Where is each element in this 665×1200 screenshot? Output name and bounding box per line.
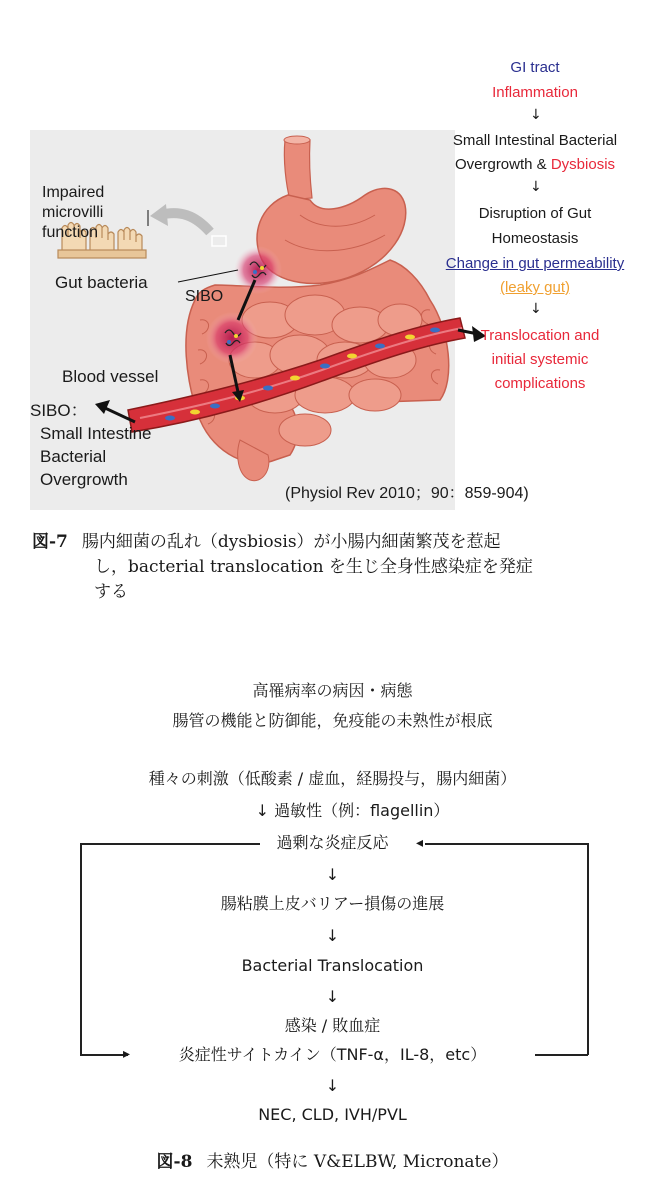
loop-left-top [80, 843, 260, 845]
sibo-hotspot-lower [206, 312, 258, 364]
fig8-arrow-3: ↓ [325, 926, 340, 945]
figure7-caption-line1: 腸内細菌の乱れ（dysbiosis）が小腸内細菌繁茂を惹起 [81, 532, 501, 552]
fig8-excess-inflammation: 過剰な炎症反応 [276, 833, 389, 852]
gut-bacteria-label: Gut bacteria [55, 273, 148, 292]
figure7-caption-line3: する [94, 582, 128, 602]
figure8-caption [0, 1150, 665, 1175]
fig8-cytokine: 炎症性サイトカイン（TNF-α，IL-8，etc） [178, 1045, 487, 1064]
flow-translocation-line3: complications [494, 375, 586, 392]
loop-right-vertical [587, 843, 589, 1055]
flow-translocation-line2: initial systemic [491, 351, 589, 368]
flow-sibo-overgrowth: Overgrowth & [454, 156, 551, 173]
esophagus [284, 140, 312, 200]
fig8-hypersensitivity-text: 過敏性（例：flagellin） [274, 801, 450, 820]
loop-left-arrowhead: ▸ [123, 1046, 131, 1062]
flow-leaky-gut: (leaky gut) [499, 279, 571, 296]
fig8-hypersensitivity [20, 800, 665, 822]
loop-left-vertical [80, 843, 82, 1055]
fig8-title-line2: 腸管の機能と防御能，免疫能の未熟性が根底 [172, 711, 493, 730]
flow-permeability: Change in gut permeability [445, 255, 625, 272]
flow-arrow-1: ↓ [530, 107, 542, 123]
flow-disruption-line2: Homeostasis [491, 230, 579, 247]
fig8-translocation: Bacterial Translocation [241, 956, 424, 975]
fig8-mucosal-damage: 腸粘膜上皮バリアー損傷の進展 [220, 894, 445, 913]
fig8-stimuli: 種々の刺激（低酸素 / 虚血，経腸投与，腸内細菌） [148, 769, 517, 788]
fig8-title-line1: 高罹病率の病因・病態 [252, 681, 413, 700]
flow-arrow-2: ↓ [530, 179, 542, 195]
flow-dysbiosis: Dysbiosis [550, 156, 616, 173]
sibo-definition-line2: Bacterial [40, 447, 107, 466]
flow-sibo-line2 [420, 155, 650, 175]
flow-disruption-line1: Disruption of Gut [478, 205, 592, 222]
flow-arrow-3: ↓ [530, 301, 542, 317]
blood-vessel-label: Blood vessel [62, 367, 159, 386]
loop-left-bottom [80, 1054, 128, 1056]
flow-inflammation: Inflammation [492, 84, 578, 101]
flow-translocation-line1: Translocation and [480, 327, 600, 344]
figure7-caption-line2: し，bacterial translocation を生じ全身性感染症を発症 [94, 557, 533, 577]
sibo-definition-label: SIBO： [30, 401, 88, 420]
figure7-number: 図-7 [32, 532, 68, 552]
fig8-outcomes: NEC, CLD, IVH/PVL [258, 1105, 407, 1124]
fig8-infection: 感染 / 敗血症 [284, 1016, 381, 1035]
fig8-arrow-4: ↓ [325, 987, 340, 1006]
fig8-arrow-2: ↓ [325, 865, 340, 884]
loop-right-bottom [535, 1054, 588, 1056]
sibo-definition-line3: Overgrowth [40, 470, 128, 489]
sibo-hotspot-upper [234, 246, 282, 294]
figure8-caption-text: 未熟児（特に V&ELBW, Micronate） [206, 1152, 509, 1172]
sibo-center-label: SIBO [185, 288, 224, 305]
fig8-arrow-5: ↓ [325, 1076, 340, 1095]
flow-sibo-line1: Small Intestinal Bacterial [452, 132, 618, 149]
figure8-number: 図-8 [156, 1152, 193, 1172]
flow-gi-tract: GI tract [510, 59, 560, 76]
loop-right-top [425, 843, 588, 845]
figure7-caption [32, 530, 642, 605]
loop-right-arrowhead: ◂ [416, 835, 424, 851]
fig8-arrow-1: ↓ [255, 801, 275, 820]
citation: (Physiol Rev 2010；90：859-904) [285, 485, 529, 502]
impaired-microvilli-label: Impaired microvilli function [42, 184, 105, 241]
sibo-definition-line1: Small Intestine [40, 424, 152, 443]
